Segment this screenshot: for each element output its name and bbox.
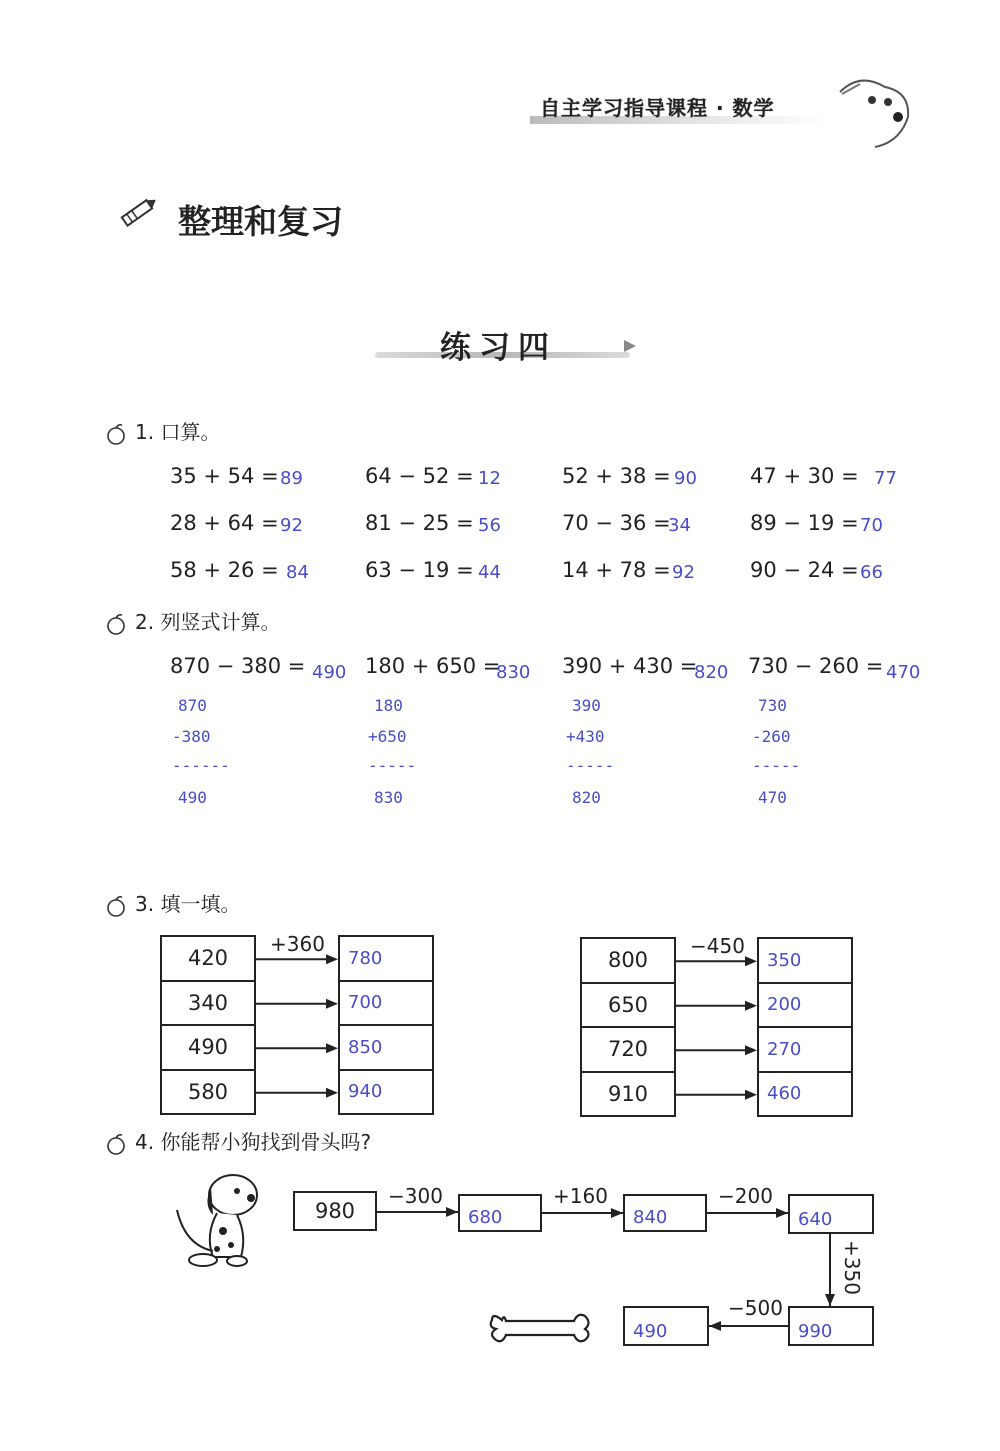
q1-expr: 90 − 24 = — [750, 558, 859, 582]
q2-expr: 390 + 430 = — [562, 654, 698, 678]
arrow-head-icon — [825, 1294, 835, 1306]
q2-title — [105, 606, 280, 635]
q1-title — [105, 416, 220, 445]
q3-input-cell: 490 — [160, 1024, 256, 1071]
q3-input-cell: 340 — [160, 980, 256, 1027]
q1-answer: 44 — [478, 562, 501, 583]
arrow-head-icon — [709, 1321, 721, 1331]
q1-answer: 56 — [478, 515, 501, 536]
q4-title-text: 4. 你能帮小狗找到骨头吗? — [135, 1130, 372, 1154]
q3-output-cell: 780 — [338, 935, 434, 982]
q4-result-box: 680 — [458, 1194, 542, 1232]
q2-vertical-result: 830 — [374, 788, 403, 807]
q2-vertical-operand: +430 — [566, 727, 605, 746]
arrow-head-icon — [745, 956, 757, 966]
q4-result-box: 990 — [788, 1306, 874, 1346]
q1-expr: 28 + 64 = — [170, 511, 279, 535]
arrow-head-icon — [326, 1043, 338, 1053]
apple-icon — [105, 423, 127, 445]
q4-title — [105, 1126, 371, 1155]
q3-output-cell: 460 — [757, 1071, 853, 1118]
q2-vertical-top: 730 — [758, 696, 787, 715]
q3-title — [105, 888, 240, 917]
q3-title-text: 3. 填一填。 — [135, 892, 241, 916]
q1-expr: 58 + 26 = — [170, 558, 279, 582]
bone-icon — [488, 1310, 593, 1345]
arrow-marker-icon — [622, 338, 638, 354]
arrow-head-icon — [611, 1208, 623, 1218]
q2-vertical-top: 870 — [178, 696, 207, 715]
q2-answer: 470 — [886, 662, 921, 683]
apple-icon — [105, 613, 127, 635]
q4-op-label: −500 — [728, 1296, 783, 1320]
q3-input-cell: 580 — [160, 1069, 256, 1116]
q1-expr: 63 − 19 = — [365, 558, 474, 582]
q3-right-op: −450 — [690, 934, 745, 958]
q3-output-cell: 940 — [338, 1069, 434, 1116]
q3-output-cell: 700 — [338, 980, 434, 1027]
q3-input-cell: 910 — [580, 1071, 676, 1118]
q2-expr: 870 − 380 = — [170, 654, 306, 678]
q4-result-box: 840 — [623, 1194, 707, 1232]
apple-icon — [105, 895, 127, 917]
q1-expr: 14 + 78 = — [562, 558, 671, 582]
q2-vertical-top: 180 — [374, 696, 403, 715]
section-title: 整理和复习 — [178, 202, 343, 241]
q1-expr: 70 − 36 = — [562, 511, 671, 535]
q2-answer: 490 — [312, 662, 347, 683]
q2-vertical-line: ----- — [566, 756, 615, 775]
q1-answer: 77 — [874, 468, 897, 489]
q1-answer: 92 — [280, 515, 303, 536]
dog-icon — [165, 1165, 275, 1270]
q1-answer: 12 — [478, 468, 501, 489]
q3-output-cell: 350 — [757, 937, 853, 984]
q1-answer: 92 — [672, 562, 695, 583]
q2-answer: 820 — [694, 662, 729, 683]
dog-face-icon — [830, 62, 920, 157]
q2-vertical-line: ----- — [368, 756, 417, 775]
arrow-head-icon — [745, 1090, 757, 1100]
q1-answer: 84 — [286, 562, 309, 583]
q2-vertical-result: 490 — [178, 788, 207, 807]
arrow-head-icon — [776, 1208, 788, 1218]
q2-expr: 180 + 650 = — [365, 654, 501, 678]
q2-vertical-operand: -260 — [752, 727, 791, 746]
q1-expr: 47 + 30 = — [750, 464, 859, 488]
q1-answer: 90 — [674, 468, 697, 489]
arrow-head-icon — [326, 954, 338, 964]
q2-vertical-top: 390 — [572, 696, 601, 715]
q1-title-text: 1. 口算。 — [135, 420, 221, 444]
q1-answer: 70 — [860, 515, 883, 536]
q4-start-box: 980 — [293, 1191, 377, 1231]
q1-expr: 81 − 25 = — [365, 511, 474, 535]
q3-input-cell: 720 — [580, 1026, 676, 1073]
q3-output-cell: 850 — [338, 1024, 434, 1071]
arrow-head-icon — [326, 1088, 338, 1098]
arrow-head-icon — [326, 999, 338, 1009]
q4-result-box: 640 — [788, 1194, 874, 1234]
q2-vertical-result: 820 — [572, 788, 601, 807]
q2-vertical-result: 470 — [758, 788, 787, 807]
exercise-title: 练习四 — [440, 330, 557, 366]
q2-vertical-line: ----- — [752, 756, 801, 775]
q1-answer: 66 — [860, 562, 883, 583]
q4-op-label: −200 — [718, 1184, 773, 1208]
q4-result-box: 490 — [623, 1306, 709, 1346]
q2-vertical-operand: +650 — [368, 727, 407, 746]
q3-input-cell: 420 — [160, 935, 256, 982]
q4-op-label: +160 — [553, 1184, 608, 1208]
q1-expr: 52 + 38 = — [562, 464, 671, 488]
q4-op-label: −300 — [388, 1184, 443, 1208]
q1-expr: 89 − 19 = — [750, 511, 859, 535]
arrow-head-icon — [745, 1001, 757, 1011]
q2-vertical-line: ------ — [172, 756, 230, 775]
q3-output-cell: 200 — [757, 982, 853, 1029]
q1-expr: 35 + 54 = — [170, 464, 279, 488]
pencil-icon — [118, 192, 163, 232]
q1-answer: 34 — [668, 515, 691, 536]
q3-input-cell: 800 — [580, 937, 676, 984]
apple-icon — [105, 1133, 127, 1155]
q2-expr: 730 − 260 = — [748, 654, 884, 678]
q1-answer: 89 — [280, 468, 303, 489]
arrow-head-icon — [745, 1045, 757, 1055]
q2-vertical-operand: -380 — [172, 727, 211, 746]
arrow-head-icon — [446, 1207, 458, 1217]
q4-op-label: +350 — [840, 1240, 864, 1295]
q3-input-cell: 650 — [580, 982, 676, 1029]
q2-answer: 830 — [496, 662, 531, 683]
q3-output-cell: 270 — [757, 1026, 853, 1073]
q2-title-text: 2. 列竖式计算。 — [135, 610, 281, 634]
q1-expr: 64 − 52 = — [365, 464, 474, 488]
header-title: 自主学习指导课程 · 数学 — [540, 96, 775, 120]
q3-left-op: +360 — [270, 932, 325, 956]
